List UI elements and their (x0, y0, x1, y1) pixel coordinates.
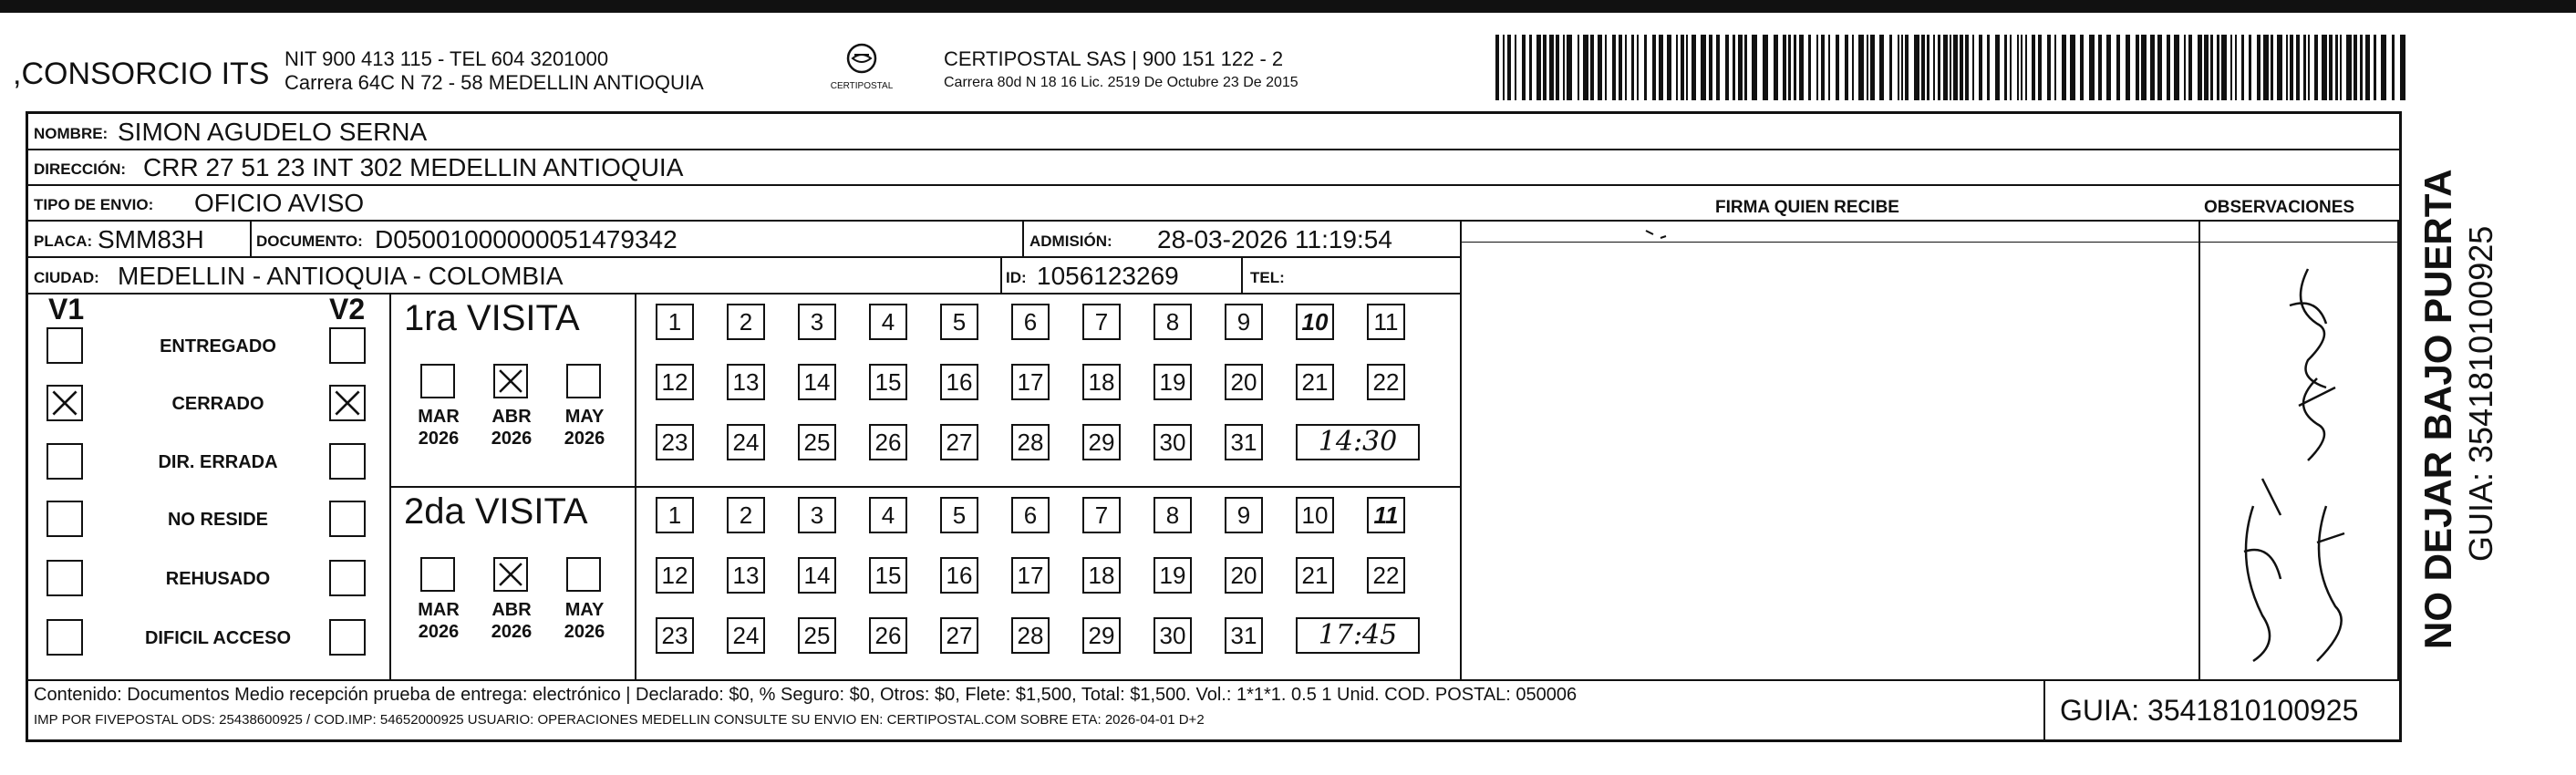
barcode-bar (1543, 35, 1547, 100)
day-box[interactable]: 27 (940, 617, 978, 654)
id-label: ID: (1006, 269, 1027, 286)
day-box[interactable]: 20 (1225, 557, 1263, 594)
month-checkbox[interactable] (493, 557, 528, 592)
month-checkbox[interactable] (420, 557, 455, 592)
barcode-bar (2116, 35, 2120, 100)
day-box[interactable]: 16 (940, 557, 978, 594)
id-value: 1056123269 (1037, 262, 1179, 290)
barcode-bar (2277, 35, 2282, 100)
documento-value: D05001000000051479342 (375, 225, 678, 253)
month-checkbox[interactable] (566, 557, 601, 592)
day-box[interactable]: 4 (869, 304, 907, 340)
v2-checkbox[interactable] (329, 385, 366, 421)
barcode-bar (1889, 35, 1892, 100)
barcode-bar (2188, 35, 2192, 100)
barcode-bar (1788, 35, 1791, 100)
day-box[interactable]: 3 (798, 304, 836, 340)
company-info (284, 47, 704, 95)
barcode-bar (1870, 35, 1875, 100)
x-mark-icon (495, 559, 526, 590)
barcode-bar (1828, 35, 1830, 100)
barcode-bar (2070, 35, 2075, 100)
barcode-bar (1725, 35, 1729, 100)
day-box[interactable]: 17 (1011, 364, 1050, 400)
barcode-bar (2080, 35, 2084, 100)
x-mark-icon (48, 387, 81, 419)
barcode-bar (2136, 35, 2139, 100)
barcode-bar (1631, 35, 1634, 100)
barcode-bar (1733, 35, 1735, 100)
barcode-bar (1583, 35, 1588, 100)
barcode-bar (1738, 35, 1743, 100)
delivery-form (26, 111, 2402, 742)
day-box[interactable]: 11 (1367, 304, 1405, 340)
day-box[interactable]: 27 (940, 424, 978, 460)
barcode-bar (1783, 35, 1786, 100)
day-box[interactable]: 24 (727, 617, 765, 654)
barcode-bar (2025, 35, 2027, 100)
day-box[interactable]: 9 (1225, 497, 1263, 533)
barcode-bar (1953, 35, 1958, 100)
barcode-bar (2290, 35, 2293, 100)
barcode-bar (1536, 35, 1541, 100)
side-guia-number: GUIA: 3541810100925 (2462, 225, 2499, 562)
day-box[interactable]: 14 (798, 557, 836, 594)
barcode-bar (1938, 35, 1940, 100)
barcode-bar (1495, 35, 1499, 100)
day-box[interactable]: 3 (798, 497, 836, 533)
day-box[interactable]: 18 (1082, 364, 1121, 400)
day-box[interactable]: 14 (798, 364, 836, 400)
barcode-bar (1836, 35, 1839, 100)
barcode-bar (1563, 35, 1565, 100)
company-address: Carrera 64C N 72 - 58 MEDELLIN ANTIOQUIA (284, 71, 704, 94)
day-box[interactable]: 18 (1082, 557, 1121, 594)
barcode-bar (1605, 35, 1607, 100)
barcode-bar (2157, 35, 2162, 100)
ciudad-label: CIUDAD: (34, 269, 99, 286)
barcode-bar (1659, 35, 1663, 100)
barcode-bar (1821, 35, 1825, 100)
v1-checkbox[interactable] (47, 327, 83, 364)
barcode-bar (1995, 35, 2000, 100)
day-box[interactable]: 31 (1225, 617, 1263, 654)
day-box[interactable]: 23 (656, 617, 694, 654)
barcode-bar (2335, 35, 2338, 100)
barcode-bar (1652, 35, 1656, 100)
certipostal-line: CERTIPOSTAL SAS | 900 151 122 - 2 (944, 47, 1284, 70)
day-box[interactable]: 1 (656, 304, 694, 340)
day-box[interactable]: 29 (1082, 617, 1121, 654)
direccion-value: CRR 27 51 23 INT 302 MEDELLIN ANTIOQUIA (143, 153, 684, 181)
barcode-bar (2017, 35, 2019, 100)
logo-text: CERTIPOSTAL (830, 81, 894, 91)
month-label: MAY 2026 (564, 600, 605, 642)
barcode-bar (2235, 35, 2237, 100)
v2-header: V2 (329, 293, 366, 326)
month-label: MAR 2026 (418, 407, 460, 449)
barcode-bar (2167, 35, 2170, 100)
month-label: ABR 2026 (491, 600, 533, 642)
barcode-bar (1503, 35, 1505, 100)
day-box[interactable]: 2 (727, 497, 765, 533)
guia-number: GUIA: 3541810100925 (2060, 694, 2359, 727)
barcode-bar (1799, 35, 1804, 100)
barcode-bar (2047, 35, 2051, 100)
barcode-bar (1612, 35, 1616, 100)
documento-label: DOCUMENTO: (256, 232, 363, 250)
barcode-bar (1852, 35, 1854, 100)
x-mark-icon (495, 366, 526, 397)
day-box[interactable]: 6 (1011, 497, 1050, 533)
placa-value: SMM83H (98, 225, 204, 253)
barcode-bar (1716, 35, 1720, 100)
barcode-bar (2089, 35, 2095, 100)
x-mark-icon (331, 387, 364, 419)
barcode-bar (1905, 35, 1909, 100)
top-border-bar (0, 0, 2576, 13)
barcode-bar (2004, 35, 2007, 100)
observaciones-handwriting (2208, 251, 2390, 670)
barcode-bar (1987, 35, 1990, 100)
signature-marks (1642, 225, 1679, 243)
certipostal-info (944, 47, 1298, 95)
visit-time[interactable]: 14:30 (1296, 424, 1420, 460)
tipo-envio-value: OFICIO AVISO (194, 189, 365, 217)
v2-checkbox[interactable] (329, 560, 366, 596)
barcode-bar (1752, 35, 1757, 100)
day-box[interactable]: 19 (1154, 364, 1192, 400)
barcode-bar (2296, 35, 2300, 100)
barcode-bar (2271, 35, 2273, 100)
barcode-bar (2198, 35, 2202, 100)
placa-label: PLACA: (34, 232, 93, 250)
status-option-label: ENTREGADO (160, 336, 276, 356)
day-box[interactable]: 4 (869, 497, 907, 533)
barcode-bar (1567, 35, 1572, 100)
barcode-bar (2038, 35, 2042, 100)
logo-emblem-icon (842, 42, 882, 78)
ciudad-value: MEDELLIN - ANTIOQUIA - COLOMBIA (118, 262, 564, 290)
barcode-bar (2263, 35, 2269, 100)
month-label: MAR 2026 (418, 600, 460, 642)
barcode-bar (2374, 35, 2376, 100)
day-box[interactable]: 19 (1154, 557, 1192, 594)
barcode-bar (2241, 35, 2244, 100)
barcode-bar (2221, 35, 2227, 100)
barcode-bar (2365, 35, 2370, 100)
firma-header: FIRMA QUIEN RECIBE (1715, 198, 1899, 217)
certipostal-logo (821, 42, 903, 106)
company-name: ,CONSORCIO ITS (13, 57, 270, 91)
day-box[interactable]: 31 (1225, 424, 1263, 460)
admision-value: 28-03-2026 11:19:54 (1157, 225, 1392, 253)
day-box[interactable]: 25 (798, 617, 836, 654)
barcode-bar (2054, 35, 2056, 100)
day-box[interactable]: 6 (1011, 304, 1050, 340)
barcode-bar (2340, 35, 2342, 100)
v2-checkbox[interactable] (329, 619, 366, 656)
day-box[interactable]: 13 (727, 557, 765, 594)
barcode-bar (1709, 35, 1712, 100)
barcode-bar (1845, 35, 1848, 100)
barcode-bar (2392, 35, 2395, 100)
nombre-label: NOMBRE: (34, 125, 109, 142)
day-box[interactable]: 9 (1225, 304, 1263, 340)
status-option-label: DIFICIL ACCESO (144, 628, 291, 648)
barcode-bar (2257, 35, 2260, 100)
barcode-bar (1556, 35, 1559, 100)
barcode-bar (1522, 35, 1526, 100)
day-box[interactable]: 26 (869, 617, 907, 654)
barcode-bar (1808, 35, 1811, 100)
day-box[interactable]: 16 (940, 364, 978, 400)
visit-time[interactable]: 17:45 (1296, 617, 1420, 654)
day-box[interactable]: 13 (727, 364, 765, 400)
day-box[interactable]: 25 (798, 424, 836, 460)
day-box[interactable]: 22 (1367, 364, 1405, 400)
v1-checkbox[interactable] (47, 619, 83, 656)
barcode-bar (1950, 35, 1951, 100)
barcode-bar (1933, 35, 1935, 100)
day-box[interactable]: 24 (727, 424, 765, 460)
barcode-bar (1578, 35, 1579, 100)
license-line: Carrera 80d N 18 16 Lic. 2519 De Octubre 23 De 2015 (944, 75, 1298, 90)
barcode-bar (1972, 35, 1974, 100)
barcode-bar (2360, 35, 2363, 100)
barcode-bar (1507, 35, 1511, 100)
day-box[interactable]: 29 (1082, 424, 1121, 460)
day-box[interactable]: 28 (1011, 617, 1050, 654)
visit-title: 2da VISITA (404, 491, 588, 532)
barcode-bar (2381, 35, 2386, 100)
barcode-bar (1794, 35, 1796, 100)
barcode-bar (2217, 35, 2219, 100)
month-label: MAY 2026 (564, 407, 605, 449)
barcode-bar (1515, 35, 1516, 100)
barcode-bar (2021, 35, 2023, 100)
barcode-bar (1763, 35, 1768, 100)
barcode-bar (2249, 35, 2251, 100)
day-box[interactable]: 17 (1011, 557, 1050, 594)
barcode-bar (2346, 35, 2352, 100)
barcode-bar (2210, 35, 2213, 100)
day-box[interactable]: 21 (1296, 557, 1334, 594)
barcode-bar (1858, 35, 1864, 100)
tipo-envio-label: TIPO DE ENVIO: (34, 196, 154, 213)
barcode-bar (1867, 35, 1868, 100)
barcode-bar (2308, 35, 2310, 100)
nombre-value: SIMON AGUDELO SERNA (118, 118, 428, 146)
v1-checkbox[interactable] (47, 443, 83, 480)
tel-label: TEL: (1250, 269, 1285, 286)
day-box[interactable]: 2 (727, 304, 765, 340)
barcode-bar (2314, 35, 2318, 100)
direccion-label: DIRECCIÓN: (34, 160, 127, 178)
barcode-bar (2354, 35, 2357, 100)
barcode-bar (1590, 35, 1594, 100)
v2-checkbox[interactable] (329, 501, 366, 537)
barcode-bar (2062, 35, 2066, 100)
barcode-bar (2286, 35, 2288, 100)
day-box[interactable]: 26 (869, 424, 907, 460)
barcode-bar (1774, 35, 1778, 100)
day-box[interactable]: 11 (1367, 497, 1405, 533)
barcode-bar (1686, 35, 1688, 100)
day-box[interactable]: 23 (656, 424, 694, 460)
barcode-bar (2098, 35, 2102, 100)
barcode-bar (1901, 35, 1903, 100)
day-box[interactable]: 30 (1154, 424, 1192, 460)
v2-checkbox[interactable] (329, 327, 366, 364)
barcode-bar (2303, 35, 2306, 100)
barcode-bar (1529, 35, 1532, 100)
barcode-bar (2010, 35, 2012, 100)
status-option-label: REHUSADO (165, 569, 271, 589)
day-box[interactable]: 28 (1011, 424, 1050, 460)
barcode-bar (1914, 35, 1919, 100)
status-option-label: NO RESIDE (167, 510, 269, 530)
no-dejar-bajo-puerta: NO DEJAR BAJO PUERTA (2416, 169, 2459, 649)
barcode-bar (2106, 35, 2111, 100)
status-option-label: CERRADO (171, 394, 264, 414)
day-box[interactable]: 7 (1082, 304, 1121, 340)
v1-header: V1 (48, 293, 85, 326)
imp-line: IMP POR FIVEPOSTAL ODS: 25438600925 / COD.IMP: 54652000925 USUARIO: OPERACIONES MEDELLIN CONSULTE SU ENVIO EN: CERTIPOSTAL.COM SOBRE ETA: 2026-04-01 D+2 (34, 712, 1205, 728)
contenido-line: Contenido: Documentos Medio recepción prueba de entrega: electrónico | Declarado: $0, % Seguro: $0, Otros: $0, Flete: $1,500, Total: $1,500. Vol.: 1*1*1. 0.5 1 Unid. COD. POSTAL: 050006 (34, 685, 1578, 705)
observaciones-header: OBSERVACIONES (2204, 198, 2355, 217)
day-box[interactable]: 10 (1296, 497, 1334, 533)
barcode-bar (1744, 35, 1747, 100)
v1-checkbox[interactable] (47, 501, 83, 537)
day-box[interactable]: 12 (656, 364, 694, 400)
day-box[interactable]: 5 (940, 497, 978, 533)
day-box[interactable]: 8 (1154, 497, 1192, 533)
barcode-bar (1898, 35, 1899, 100)
barcode-bar (2329, 35, 2333, 100)
day-box[interactable]: 21 (1296, 364, 1334, 400)
day-box[interactable]: 12 (656, 557, 694, 594)
day-box[interactable]: 30 (1154, 617, 1192, 654)
barcode-bar (1927, 35, 1929, 100)
barcode-bar (2032, 35, 2035, 100)
barcode-bar (1701, 35, 1706, 100)
barcode-bar (2141, 35, 2147, 100)
day-box[interactable]: 15 (869, 364, 907, 400)
v1-checkbox[interactable] (47, 560, 83, 596)
barcode-bar (2174, 35, 2179, 100)
day-box[interactable]: 10 (1296, 304, 1334, 340)
v2-checkbox[interactable] (329, 443, 366, 480)
month-checkbox[interactable] (566, 364, 601, 398)
v1-checkbox[interactable] (47, 385, 83, 421)
barcode-bar (1598, 35, 1602, 100)
day-box[interactable]: 22 (1367, 557, 1405, 594)
barcode-bar (2184, 35, 2186, 100)
visit-title: 1ra VISITA (404, 298, 580, 338)
barcode-bar (1637, 35, 1639, 100)
day-box[interactable]: 1 (656, 497, 694, 533)
barcode-bar (1965, 35, 1969, 100)
barcode-bar (2126, 35, 2130, 100)
nit-line: NIT 900 413 115 - TEL 604 3201000 (284, 47, 609, 70)
barcode-bar (2400, 35, 2405, 100)
barcode-bar (1816, 35, 1818, 100)
barcode-bar (1644, 35, 1647, 100)
month-checkbox[interactable] (493, 364, 528, 398)
day-box[interactable]: 8 (1154, 304, 1192, 340)
barcode-bar (1625, 35, 1627, 100)
day-box[interactable]: 5 (940, 304, 978, 340)
barcode-bar (1921, 35, 1925, 100)
barcode-bar (1619, 35, 1622, 100)
barcode-bar (1667, 35, 1671, 100)
admision-label: ADMISIÓN: (1029, 232, 1112, 250)
barcode-bar (1676, 35, 1678, 100)
month-checkbox[interactable] (420, 364, 455, 398)
barcode-bar (2322, 35, 2327, 100)
barcode-bar (1879, 35, 1884, 100)
barcode (1495, 35, 2407, 100)
barcode-bar (1943, 35, 1948, 100)
day-box[interactable]: 7 (1082, 497, 1121, 533)
barcode-bar (1549, 35, 1554, 100)
status-option-label: DIR. ERRADA (158, 452, 278, 472)
barcode-bar (2150, 35, 2155, 100)
day-box[interactable]: 15 (869, 557, 907, 594)
barcode-bar (2230, 35, 2232, 100)
barcode-bar (1681, 35, 1684, 100)
barcode-bar (1979, 35, 1982, 100)
barcode-bar (2204, 35, 2209, 100)
month-label: ABR 2026 (491, 407, 533, 449)
barcode-bar (1960, 35, 1963, 100)
day-box[interactable]: 20 (1225, 364, 1263, 400)
barcode-bar (1691, 35, 1696, 100)
